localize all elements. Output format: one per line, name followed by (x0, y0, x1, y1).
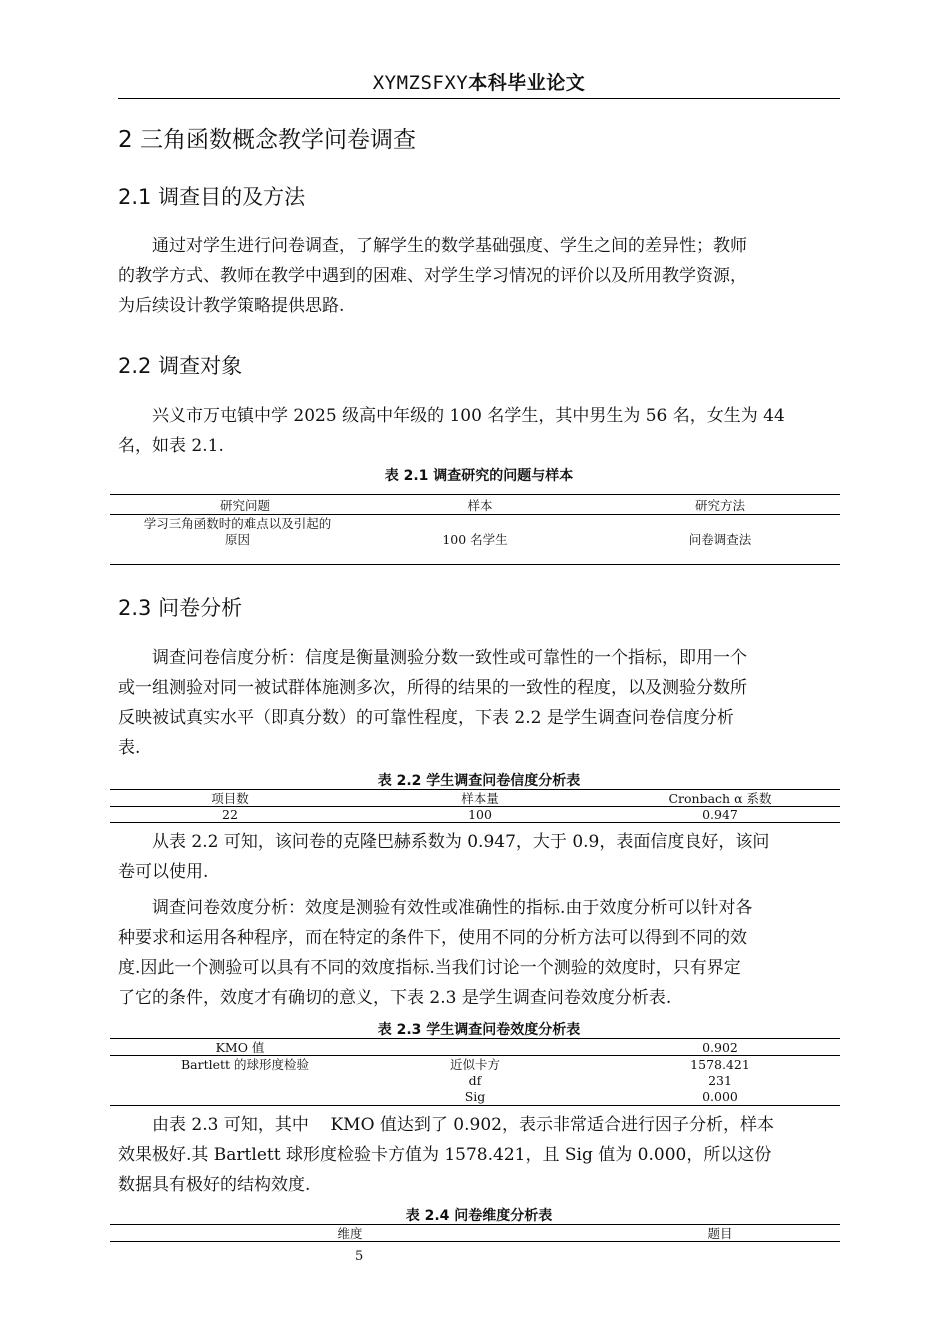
table-cell: 0.902 (702, 1040, 738, 1055)
paragraph-2-3-reliability (118, 643, 840, 763)
table-cell: 0.947 (702, 807, 738, 822)
table-cell: 22 (222, 807, 238, 822)
table-header-cell: 研究方法 (694, 498, 745, 513)
table-cell: Sig (464, 1089, 486, 1104)
table-header-cell: 研究问题 (219, 498, 270, 513)
text-line: 反映被试真实水平（即真分数）的可靠性程度，下表 2.2 是学生调查问卷信度分析 (118, 708, 734, 728)
text-line: 或一组测验对同一被试群体施测多次，所得的结果的一致性的程度，以及测验分数所 (118, 678, 747, 698)
table-2-2-caption: 表 2.2 学生调查问卷信度分析表 (377, 773, 581, 789)
text-line: 卷可以使用. (118, 862, 209, 882)
paragraph-2-3-reliability-result (118, 827, 840, 887)
table-row-rule (110, 1055, 840, 1056)
text-line: 了它的条件，效度才有确切的意义，下表 2.3 是学生调查问卷效度分析表. (118, 988, 672, 1008)
text-line: 兴义市万屯镇中学 2025 级高中年级的 100 名学生，其中男生为 56 名，女生为 44 (152, 406, 785, 426)
header-latin: XYMZSFXY (372, 72, 469, 94)
table-cell: 231 (708, 1073, 732, 1088)
paragraph-2-1 (118, 231, 840, 321)
table-2-4-caption: 表 2.4 问卷维度分析表 (405, 1208, 553, 1224)
section-title: 2 三角函数概念教学问卷调查 (118, 127, 416, 153)
text-line: 效果极好.其 Bartlett 球形度检验卡方值为 1578.421，且 Sig 值为 0.000，所以这份 (118, 1145, 772, 1165)
table-header-cell: 样本 (467, 498, 493, 513)
table-bottom-rule (110, 822, 840, 823)
table-bottom-rule (110, 564, 840, 565)
text-line: 的教学方式、教师在教学中遇到的困难、对学生学习情况的评价以及所用教学资源， (118, 266, 747, 286)
table-cell: 近似卡方 (449, 1057, 500, 1072)
table-header-cell: 维度 (337, 1226, 363, 1241)
table-top-rule (110, 494, 840, 495)
table-cell: df (468, 1073, 482, 1088)
subsection-2-2-title: 2.2 调查对象 (118, 354, 243, 378)
table-cell: 0.000 (702, 1089, 738, 1104)
table-cell: 1578.421 (690, 1057, 750, 1072)
subsection-2-1-title: 2.1 调查目的及方法 (118, 185, 306, 209)
table-header-cell: Cronbach α 系数 (668, 791, 772, 806)
paragraph-2-3-validity (118, 893, 840, 1013)
table-header-rule (110, 514, 840, 515)
table-cell: 100 名学生 (442, 532, 508, 547)
table-cell: Bartlett 的球形度检验 (180, 1057, 310, 1072)
table-bottom-rule (110, 1105, 840, 1106)
table-2-3-caption: 表 2.3 学生调查问卷效度分析表 (377, 1022, 581, 1038)
table-2-1-caption: 表 2.1 调查研究的问题与样本 (384, 468, 574, 484)
table-header-rule (110, 1241, 840, 1242)
text-line: 调查问卷信度分析：信度是衡量测验分数一致性或可靠性的一个指标，即用一个 (152, 648, 747, 668)
table-header-cell: 项目数 (211, 791, 249, 806)
table-header-cell: 样本量 (461, 791, 499, 806)
table-cell: 问卷调查法 (688, 532, 752, 547)
table-cell: 原因 (224, 532, 250, 547)
table-header-cell: 题目 (707, 1226, 733, 1241)
header-divider (118, 98, 840, 99)
text-line: 调查问卷效度分析：效度是测验有效性或准确性的指标.由于效度分析可以针对各 (152, 898, 753, 918)
page-header (118, 68, 840, 98)
table-cell: KMO 值 (215, 1040, 265, 1055)
paragraph-2-2 (118, 401, 840, 461)
text-line: 通过对学生进行问卷调查，了解学生的数学基础强度、学生之间的差异性；教师 (152, 236, 747, 256)
table-cell: 学习三角函数时的难点以及引起的 (143, 516, 332, 531)
header-title: 本科毕业论文 (468, 72, 586, 94)
text-line: 种要求和运用各种程序，而在特定的条件下，使用不同的分析方法可以得到不同的效 (118, 928, 747, 948)
text-line: 由表 2.3 可知，其中 KMO 值达到了 0.902，表示非常适合进行因子分析，样本 (152, 1115, 774, 1135)
table-top-rule (110, 1224, 840, 1225)
text-line: 从表 2.2 可知，该问卷的克隆巴赫系数为 0.947，大于 0.9，表面信度良好，该问 (152, 832, 770, 852)
text-line: 度.因此一个测验可以具有不同的效度指标.当我们讨论一个测验的效度时，只有界定 (118, 958, 741, 978)
table-top-rule (110, 1038, 840, 1039)
page-number: 5 (355, 1249, 364, 1264)
text-line: 名，如表 2.1. (118, 436, 224, 456)
text-line: 表. (118, 738, 141, 758)
table-cell: 100 (468, 807, 492, 822)
table-top-rule (110, 789, 840, 790)
text-line: 数据具有极好的结构效度. (118, 1175, 311, 1195)
paragraph-2-3-validity-result (118, 1110, 840, 1200)
subsection-2-3-title: 2.3 问卷分析 (118, 596, 243, 620)
text-line: 为后续设计教学策略提供思路. (118, 296, 345, 316)
